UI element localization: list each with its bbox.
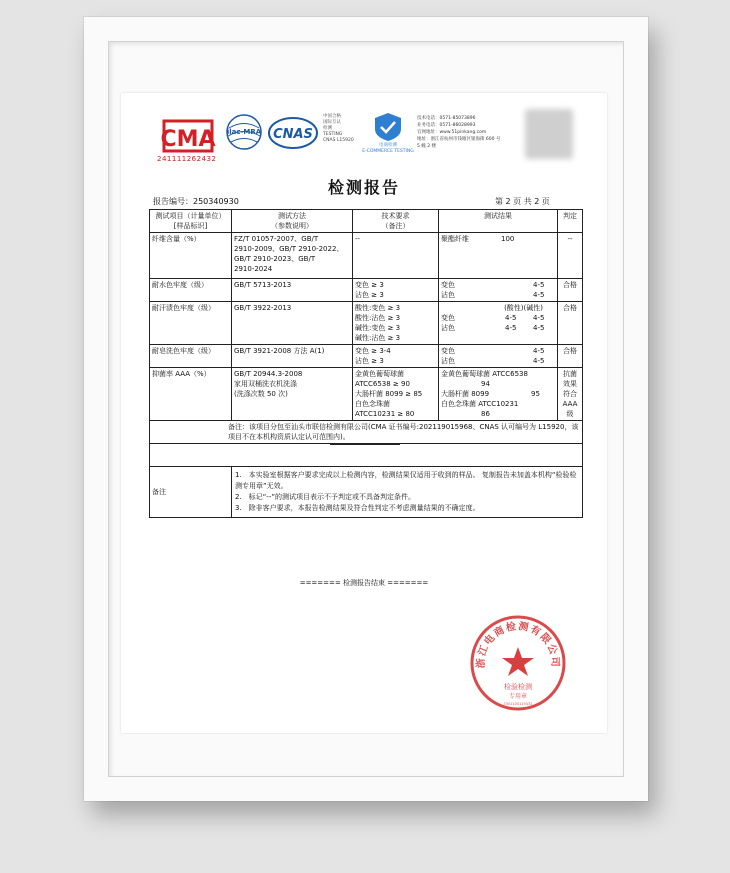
seal-label: 检验检测 [504, 683, 532, 691]
cnas-caption-line: 中国合格 [323, 114, 341, 119]
result-value: 4-5 [533, 314, 545, 322]
result-value: 86 [481, 410, 490, 418]
row-method [232, 233, 353, 279]
remark-item: 1. 本实验室根据客户要求完成以上检测内容，检测结果仅适用于收到的样品。 复制报告未加盖本机构“检验检测专用章”无效。 [235, 471, 577, 490]
method-line: 2910-2024 [234, 265, 273, 273]
row-judgment: 合格 [558, 345, 583, 368]
method-line: 家用双桶洗衣机洗涤 [234, 380, 297, 388]
header-text: [样品标识] [173, 222, 208, 230]
row-result [439, 302, 558, 345]
header-text: （参数说明） [271, 222, 313, 230]
result-label: 变色 [441, 314, 455, 322]
row-judgment: 合格 [558, 279, 583, 302]
row-judgment: 合格 [558, 302, 583, 345]
requirement-line: 沾色 ≥ 3 [355, 291, 384, 299]
row-result [439, 368, 558, 421]
row-item: 耐汗渍色牢度（级） [150, 302, 232, 345]
row-result [439, 233, 558, 279]
header-method [232, 210, 353, 233]
header-result: 测试结果 [439, 210, 558, 233]
header-judgment: 判定 [558, 210, 583, 233]
subcontract-note: 备注：该项目分包至汕头市联信检测有限公司(CMA 证书编号:202119015968、CNAS 认可编号为 L15920，该项目不在本机构资质认定认可范围内)。 [150, 421, 583, 444]
table-row [150, 302, 583, 345]
result-subheader: (酸性)(碱性) [504, 304, 543, 312]
row-requirement [353, 233, 439, 279]
cnas-logo [267, 115, 319, 151]
report-page [121, 93, 607, 733]
row-item: 抑菌率 AAA（%） [150, 368, 232, 421]
result-value: 94 [481, 380, 490, 388]
remarks-content [232, 467, 583, 518]
row-item: 耐皂洗色牢度（级） [150, 345, 232, 368]
result-value: 4-5 [533, 291, 545, 299]
row-method [232, 345, 353, 368]
report-title: 检测报告 [327, 178, 400, 197]
cma-logo [158, 115, 218, 159]
row-requirement [353, 279, 439, 302]
table-row [150, 233, 583, 279]
contact-line: 地址：浙江省杭州市钱塘区银海街 600 号 [417, 137, 501, 142]
seal-code: 3301100119432 [503, 702, 533, 706]
result-value: 4-5 [533, 357, 545, 365]
requirement-line: 酸性:沾色 ≥ 3 [355, 314, 401, 322]
result-label: 沾色 [441, 357, 455, 365]
report-number-value: 250340930 [193, 197, 239, 206]
result-label: 沾色 [441, 324, 455, 332]
method-line: 2910-2009、GB/T 2910-2022、 [234, 245, 344, 253]
row-item: 纤维含量（%） [150, 233, 232, 279]
company-seal-stamp [468, 613, 568, 713]
header-item [150, 210, 232, 233]
result-label: 大肠杆菌 8099 [441, 390, 490, 398]
result-value: 100 [501, 235, 515, 243]
requirement-line: 碱性:变色 ≥ 3 [355, 324, 401, 332]
requirement-line: 碱性:沾色 ≥ 3 [355, 334, 401, 342]
header-text: 测试项目（计量单位） [155, 212, 226, 220]
blank-cell [150, 444, 583, 467]
method-line: FZ/T 01057-2007、GB/T [234, 235, 319, 243]
row-item: 耐水色牢度（级） [150, 279, 232, 302]
header-requirement [353, 210, 439, 233]
blank-row [150, 444, 583, 467]
row-method [232, 279, 353, 302]
table-header-row [150, 210, 583, 233]
requirement-line: 沾色 ≥ 3 [355, 357, 384, 365]
seal-star-icon [502, 647, 534, 676]
result-label: 金黄色葡萄球菌 ATCC6538 [441, 370, 528, 378]
remarks-row [150, 467, 583, 518]
method-line: GB/T 2910-2023、GB/T [234, 255, 316, 263]
report-end-mark: ======= 检测报告结束 ======= [299, 579, 429, 587]
method-line: GB/T 3921-2008 方法 A(1) [234, 347, 325, 355]
remark-item: 3. 除非客户要求，本报告检测结果及符合性判定不考虑测量结果的不确定度。 [235, 504, 480, 512]
seal-company-text: 浙江电商检测有限公司 [475, 621, 561, 669]
cnas-caption-line: TESTING [323, 132, 343, 137]
test-results-table [149, 209, 583, 518]
result-label: 聚酯纤维 [441, 235, 469, 243]
cma-code: 241111262432 [157, 155, 217, 163]
result-label: 沾色 [441, 291, 455, 299]
result-label: 白色念珠菌 ATCC10231 [441, 400, 519, 408]
contact-line: 技术电话：0571-85073896 [417, 116, 476, 121]
cnas-caption [323, 114, 354, 144]
report-number [153, 196, 239, 207]
blurred-qr-code [525, 109, 573, 159]
table-row [150, 345, 583, 368]
table-row [150, 368, 583, 421]
result-value: 95 [531, 390, 540, 398]
requirement-line: 变色 ≥ 3-4 [355, 347, 391, 355]
ecom-caption-line: E-COMMERCE TESTING [362, 149, 414, 154]
row-result [439, 279, 558, 302]
header-text: 测试方法 [278, 212, 306, 220]
result-value: 4-5 [533, 347, 545, 355]
header-text: 技术要求 [381, 212, 410, 220]
row-requirement [353, 302, 439, 345]
contact-line: 官网地址：www.51pinkang.com [417, 130, 487, 135]
row-method [232, 302, 353, 345]
header-text: （备注） [381, 222, 410, 230]
requirement-line: -- [355, 235, 361, 243]
row-method [232, 368, 353, 421]
remark-item: 2. 标记“--”的测试项目表示不予判定或不具备判定条件。 [235, 493, 415, 501]
row-judgment: -- [558, 233, 583, 279]
contact-info [417, 115, 537, 150]
result-label: 变色 [441, 281, 455, 289]
requirement-line: 大肠杆菌 8099 ≥ 85 [355, 390, 423, 398]
ilac-mra-logo [224, 111, 264, 153]
result-value: 4-5 [505, 314, 517, 322]
requirement-line: 金黄色葡萄球菌 [355, 370, 404, 378]
contact-line: 5 幢 2 楼 [417, 144, 437, 149]
note-row [150, 421, 583, 444]
row-requirement [353, 368, 439, 421]
result-label: 变色 [441, 347, 455, 355]
cnas-caption-line: CNAS L15920 [323, 138, 354, 143]
row-judgment: 抗菌效果符合AAA级 [558, 368, 583, 421]
row-result [439, 345, 558, 368]
page-info: 第 2 页 共 2 页 [495, 197, 550, 206]
method-line: GB/T 5713-2013 [234, 281, 292, 289]
divider [330, 444, 400, 445]
result-value: 4-5 [533, 324, 545, 332]
row-requirement [353, 345, 439, 368]
report-number-label: 报告编号： [153, 197, 193, 206]
requirement-line: 白色念珠菌 [355, 400, 390, 408]
method-line: GB/T 20944.3-2008 [234, 370, 303, 378]
contact-line: 业务电话：0571-86028993 [417, 123, 476, 128]
cnas-caption-line: 检测 [323, 126, 332, 131]
requirement-line: 变色 ≥ 3 [355, 281, 384, 289]
requirement-line: 酸性:变色 ≥ 3 [355, 304, 401, 312]
cma-logo-text: CMA [160, 127, 216, 152]
cnas-logo-text: CNAS [273, 127, 313, 142]
result-value: 4-5 [533, 281, 545, 289]
ecom-caption-line: 电商检测 [379, 143, 397, 148]
ecom-caption [361, 143, 415, 155]
table-row [150, 279, 583, 302]
seal-sublabel: 专用章 [508, 693, 528, 700]
requirement-line: ATCC6538 ≥ 90 [355, 380, 410, 388]
remarks-label: 备注 [150, 467, 232, 518]
method-line: GB/T 3922-2013 [234, 304, 292, 312]
result-value: 4-5 [505, 324, 517, 332]
ilac-logo-text: ilac-MRA [226, 128, 262, 136]
method-line: (洗涤次数 50 次) [234, 390, 288, 398]
cnas-caption-line: 国际互认 [323, 120, 341, 125]
requirement-line: ATCC10231 ≥ 80 [355, 410, 415, 418]
